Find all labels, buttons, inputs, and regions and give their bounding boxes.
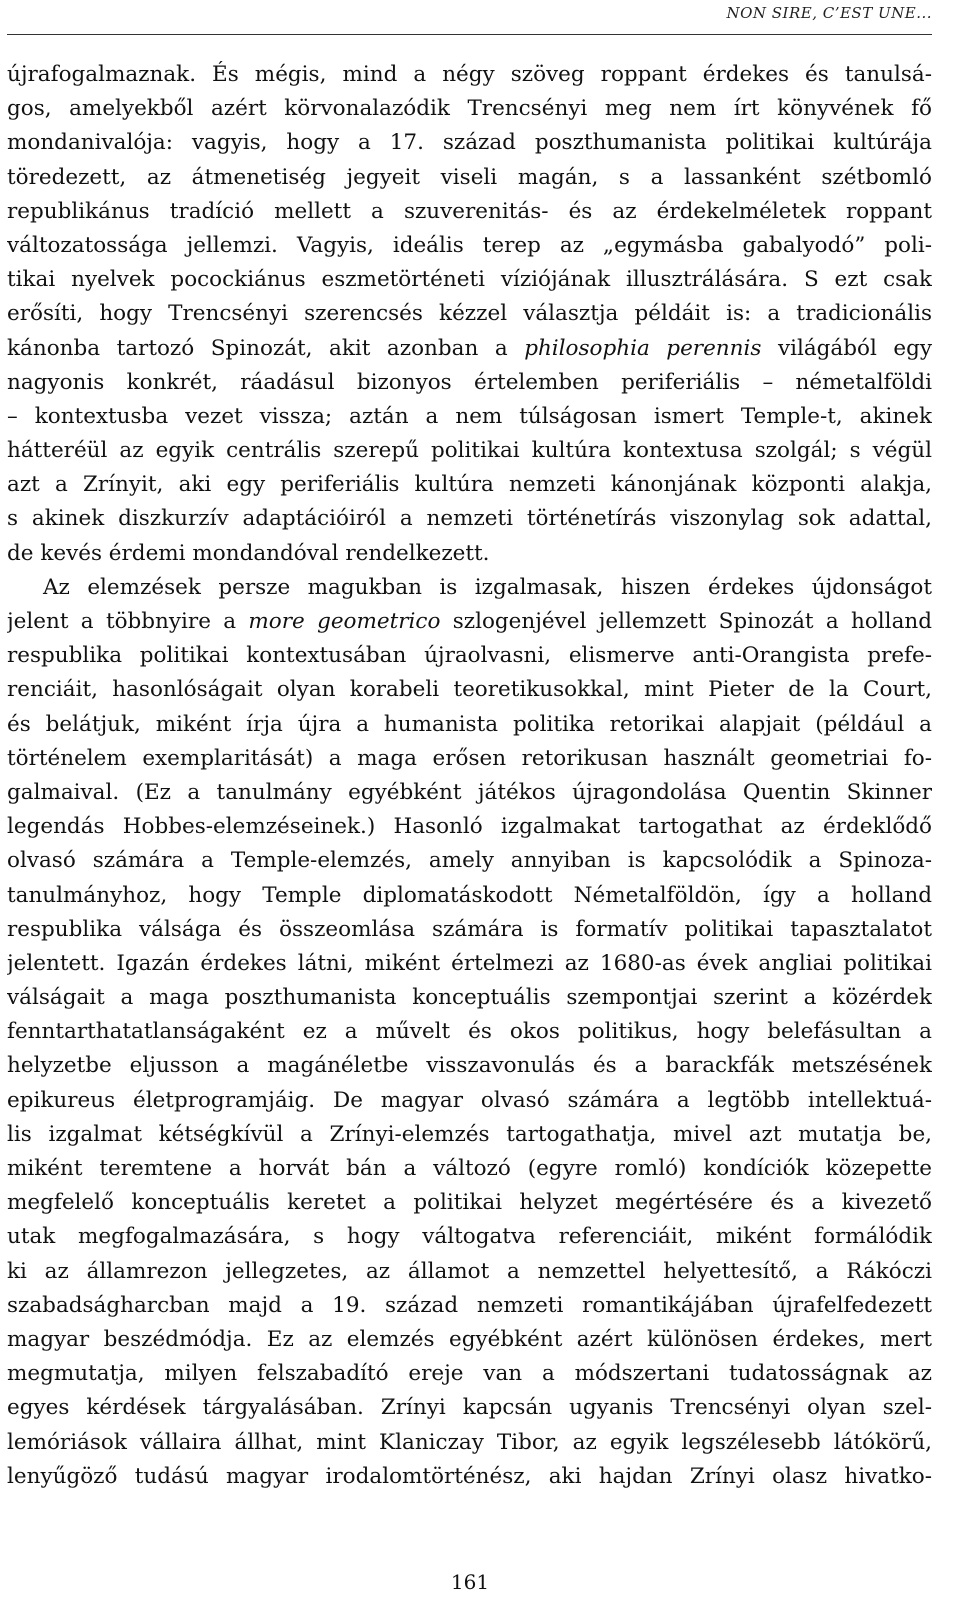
- body-text: [7, 58, 932, 1494]
- text-line: szabadságharcban majd a 19. század nemzeti romantikájában újrafelfedezett: [7, 1292, 932, 1318]
- italic-phrase: more geometrico: [248, 609, 441, 634]
- text-line: erősíti, hogy Trencsényi szerencsés kézzel választja példáit is: a tradicionális: [7, 301, 932, 327]
- text-line: ki az államrezon jellegzetes, az államot a nemzettel helyettesítő, a Rákóczi: [7, 1258, 932, 1284]
- page-number: 161: [450, 1570, 490, 1594]
- text-line: respublika válsága és összeomlása számára is formatív politikai tapasztalatot: [7, 916, 932, 942]
- text-line: válságait a maga poszthumanista konceptuális szempontjai szerint a közérdek: [7, 985, 932, 1011]
- italic-phrase: philosophia perennis: [524, 335, 762, 361]
- text-line: respublika politikai kontextusában újraolvasni, elismerve anti-Orangista prefe-: [7, 643, 932, 669]
- text-line: epikureus életprogramjáig. De magyar olvasó számára a legtöbb intellektuá-: [7, 1087, 932, 1113]
- text-line: azt a Zrínyit, aki egy periferiális kultúra nemzeti kánonjának központi alakja,: [7, 472, 932, 498]
- text-line: olvasó számára a Temple-elemzés, amely annyiban is kapcsolódik a Spinoza-: [7, 848, 932, 874]
- text-line: gos, amelyekből azért körvonalazódik Trencsényi meg nem írt könyvének fő: [7, 96, 932, 122]
- text-line: galmaival. (Ez a tanulmány egyébként játékos újragondolása Quentin Skinner: [7, 779, 932, 805]
- text-line: történelem exemplaritását) a maga erősen retorikusan használt geometriai fo-: [7, 745, 932, 771]
- text-line: legendás Hobbes-elemzéseinek.) Hasonló izgalmakat tartogathat az érdeklődő: [7, 814, 932, 840]
- text-line: s akinek diszkurzív adaptációiról a nemzeti történetírás viszonylag sok adattal,: [7, 506, 932, 532]
- running-head: NON SIRE, C’EST UNE...: [726, 4, 932, 22]
- text-line-paragraph-start: Az elemzések persze magukban is izgalmasak, hiszen érdekes újdonságot: [43, 574, 932, 600]
- text-line: helyzetbe eljusson a magánéletbe visszavonulás és a barackfák metszésének: [7, 1053, 932, 1079]
- text-line: lis izgalmat kétségkívül a Zrínyi-elemzés tartogathatja, mivel azt mutatja be,: [7, 1121, 932, 1147]
- text-line: utak megfogalmazására, s hogy váltogatva referenciáit, miként formálódik: [7, 1224, 932, 1250]
- text-line: – kontextusba vezet vissza; aztán a nem túlságosan ismert Temple-t, akinek: [7, 403, 932, 429]
- text-line: nagyonis konkrét, ráadásul bizonyos értelemben periferiális – németalföldi: [7, 369, 932, 395]
- text-line: újrafogalmaznak. És mégis, mind a négy szöveg roppant érdekes és tanulsá-: [7, 62, 932, 87]
- text-line: kánonba tartozó Spinozát, akit azonban a philosophia perennis világából egy: [7, 335, 932, 361]
- text-line: töredezett, az átmenetiség jegyeit viseli magán, s a lassanként szétbomló: [7, 164, 932, 190]
- text-line: tikai nyelvek pocockiánus eszmetörténeti víziójának illusztrálására. S ezt csak: [7, 267, 932, 293]
- text-line: miként teremtene a horvát bán a változó (egyre romló) kondíciók közepette: [7, 1156, 932, 1181]
- text-line: renciáit, hasonlóságait olyan korabeli teoretikusokkal, mint Pieter de la Court,: [7, 677, 932, 703]
- text-line: megmutatja, milyen felszabadító ereje van a módszertani tudatosságnak az: [7, 1361, 932, 1387]
- text-line: lenyűgöző tudású magyar irodalomtörténész, aki hajdan Zrínyi olasz hivatko-: [7, 1463, 932, 1489]
- text-line: republikánus tradíció mellett a szuverenitás- és az érdekelméletek roppant: [7, 198, 932, 224]
- text-line: mondanivalója: vagyis, hogy a 17. század poszthumanista politikai kultúrája: [7, 130, 932, 156]
- header-rule: [7, 34, 932, 35]
- text-line: lemóriások vállaira állhat, mint Klaniczay Tibor, az egyik legszélesebb látókörű,: [7, 1429, 932, 1455]
- text-line: és belátjuk, miként írja újra a humanista politika retorikai alapjait (például a: [7, 711, 932, 737]
- text-line: megfelelő konceptuális keretet a politikai helyzet megértésére és a kivezető: [7, 1190, 932, 1216]
- text-line: magyar beszédmódja. Ez az elemzés egyébként azért különösen érdekes, mert: [7, 1326, 932, 1352]
- text-line-paragraph-end: de kevés érdemi mondandóval rendelkezett.: [7, 540, 490, 566]
- text-line: fenntarthatatlanságaként ez a művelt és okos politikus, hogy belefásultan a: [7, 1019, 932, 1045]
- text-line: tanulmányhoz, hogy Temple diplomatáskodott Németalföldön, így a holland: [7, 882, 932, 908]
- text-line: egyes kérdések tárgyalásában. Zrínyi kapcsán ugyanis Trencsényi olyan szel-: [7, 1395, 932, 1421]
- text-line: jelentett. Igazán érdekes látni, miként értelmezi az 1680-as évek angliai politikai: [7, 950, 932, 976]
- text-line: hátteréül az egyik centrális szerepű politikai kultúra kontextusa szolgál; s végül: [7, 438, 932, 464]
- text-line: változatossága jellemzi. Vagyis, ideális terep az „egymásba gabalyodó” poli-: [7, 232, 932, 258]
- text-line: jelent a többnyire a more geometrico szlogenjével jellemzett Spinozát a holland: [7, 609, 932, 634]
